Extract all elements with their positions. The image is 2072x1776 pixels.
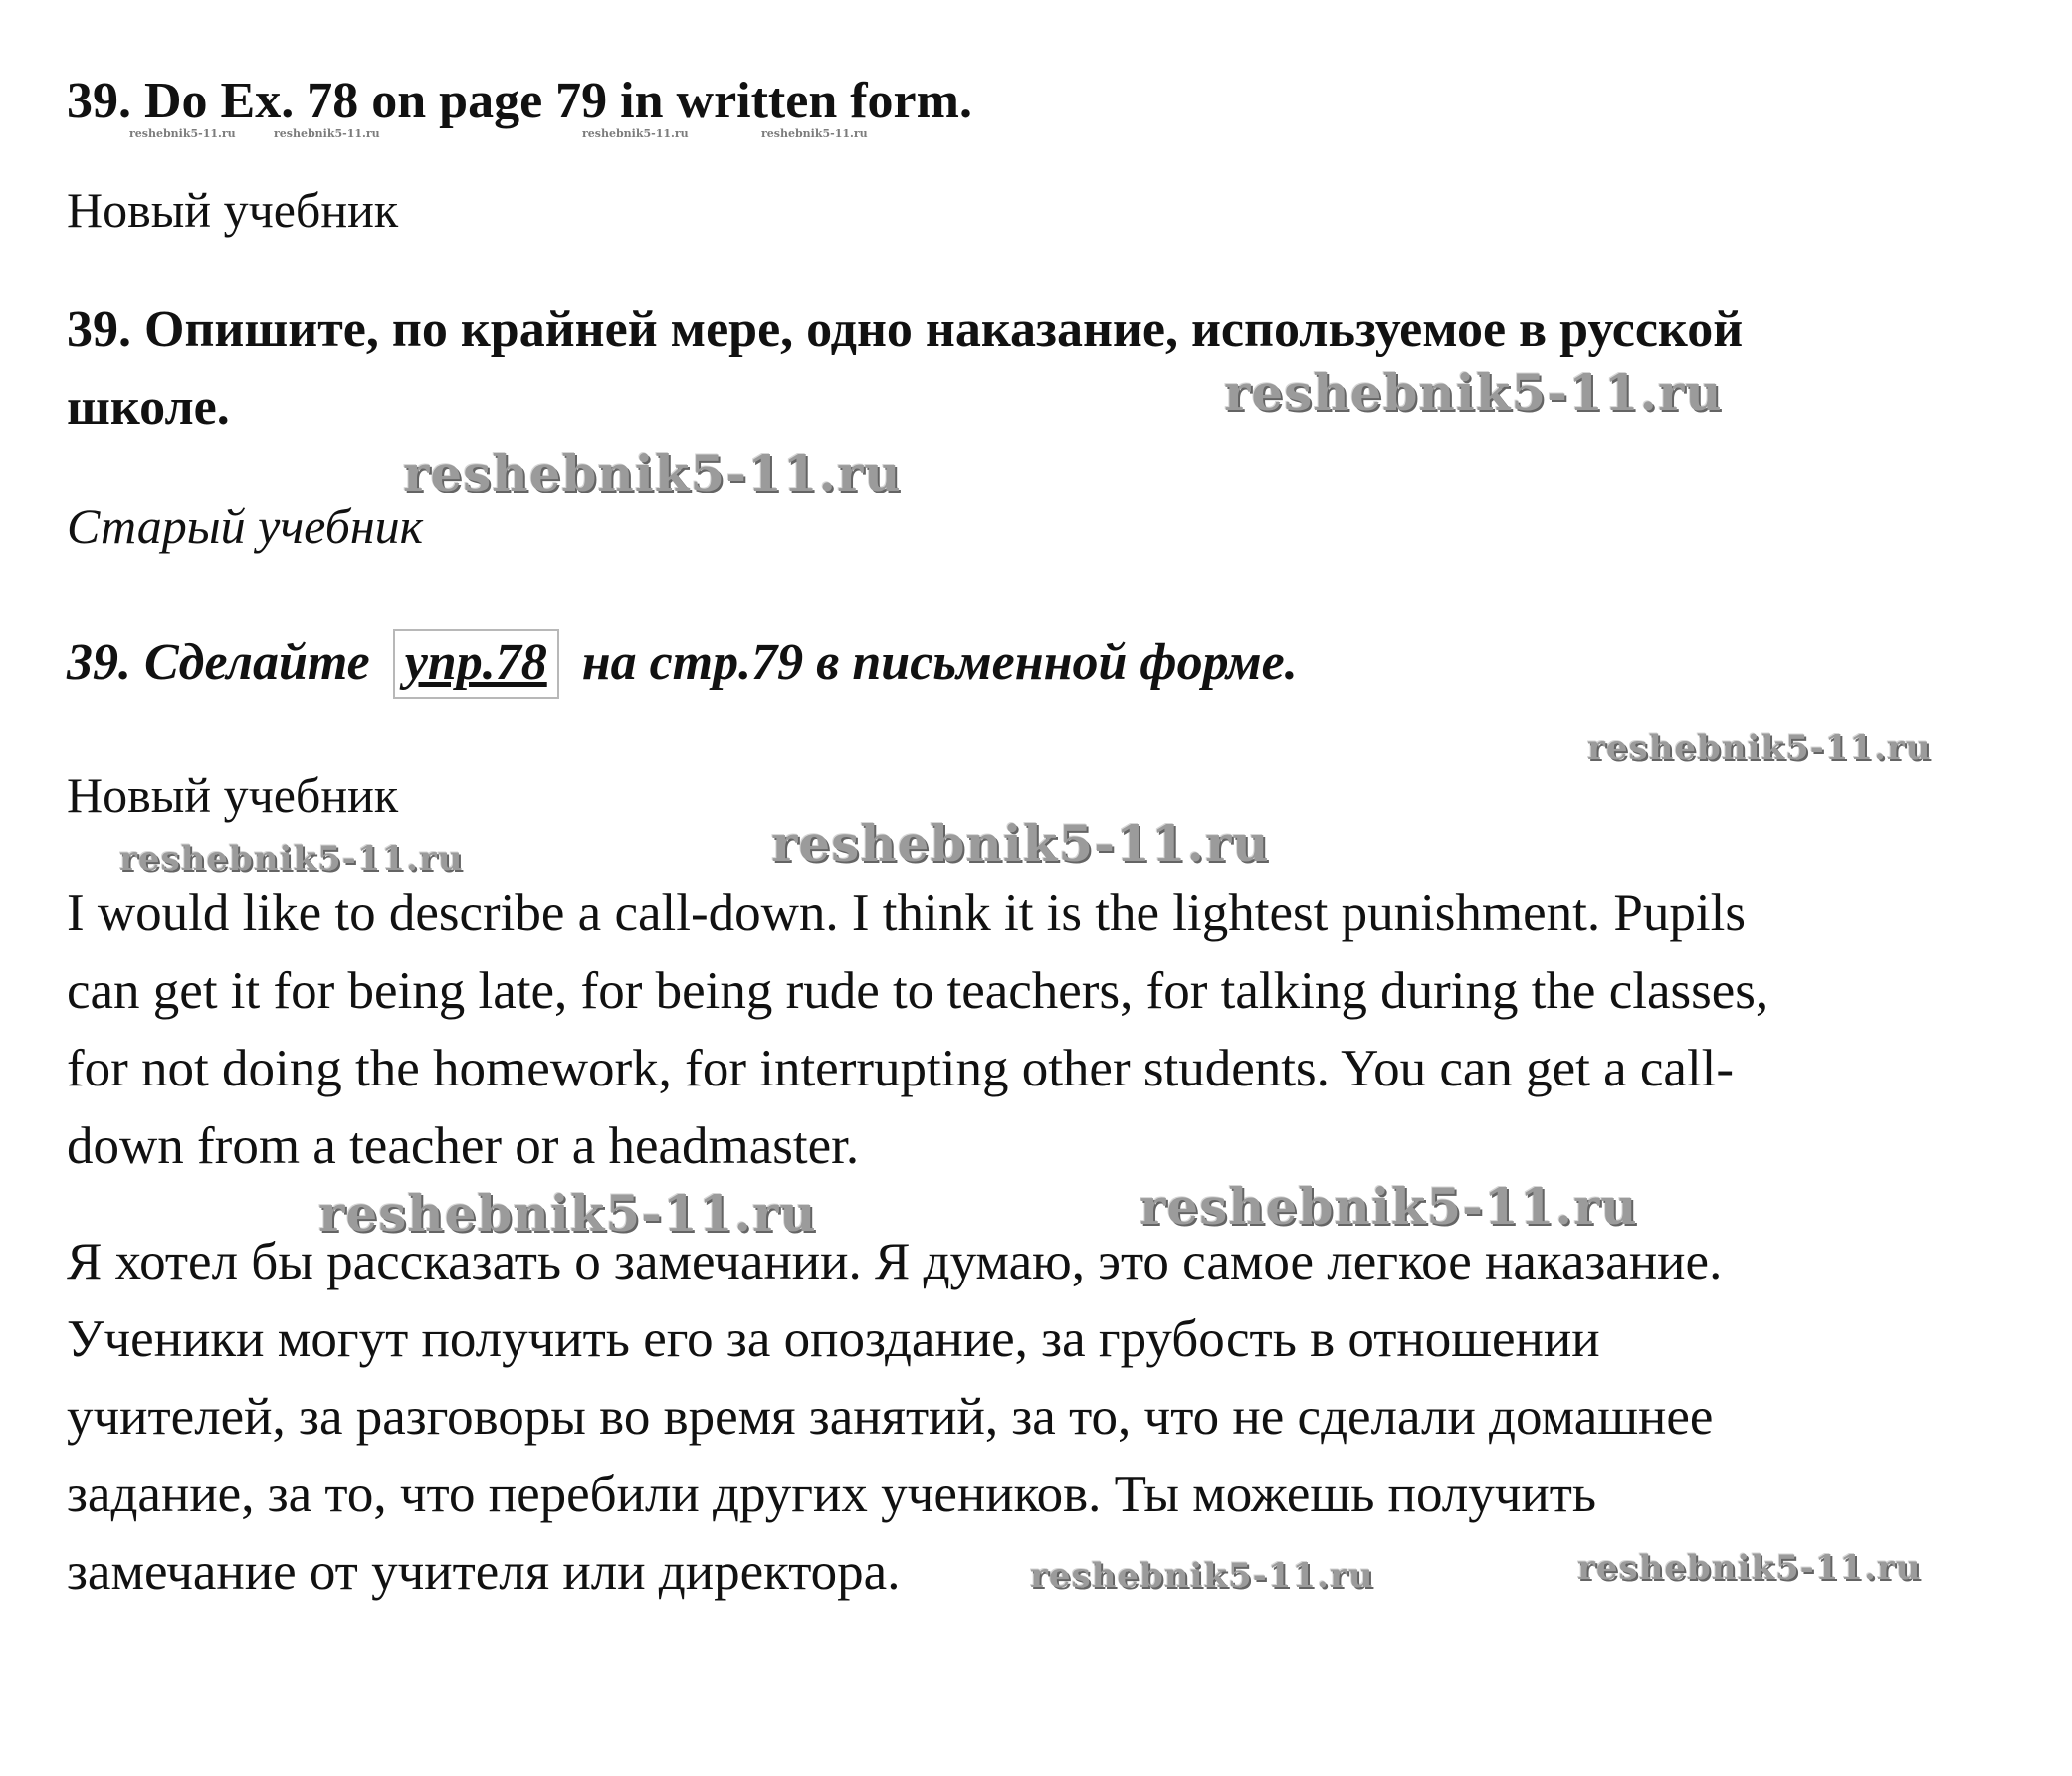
task-heading-ru-line1: 39. Опишите, по крайней мере, одно наказание, используемое в русской	[67, 301, 1744, 358]
watermark-logo: reshebnik5-11.ru	[1140, 1177, 1638, 1236]
watermark-logo: reshebnik5-11.ru	[318, 1184, 817, 1243]
watermark-logo: reshebnik5-11.ru	[403, 444, 902, 502]
exercise-reference-link[interactable]: упр.78	[393, 629, 559, 699]
watermark-logo: reshebnik5-11.ru	[129, 127, 236, 140]
watermark-logo: reshebnik5-11.ru	[274, 127, 380, 140]
new-textbook-label: Новый учебник	[67, 767, 399, 823]
answer-en-line: can get it for being late, for being rude to teachers, for talking during the classes,	[67, 962, 1769, 1020]
task-heading-ru-line2: школе.	[67, 379, 230, 436]
answer-en-line: down from a teacher or a headmaster.	[67, 1117, 860, 1175]
watermark-logo: reshebnik5-11.ru	[582, 127, 689, 140]
old-textbook-label: Старый учебник	[67, 498, 424, 554]
watermark-logo: reshebnik5-11.ru	[1577, 1548, 1922, 1588]
task-text: Do Ex. 78 on page 79 in written form.	[144, 73, 972, 129]
watermark-logo: reshebnik5-11.ru	[1224, 363, 1723, 422]
task-heading-en	[67, 72, 972, 130]
watermark-logo: reshebnik5-11.ru	[1587, 728, 1932, 768]
task-old-before: 39. Сделайте	[67, 634, 370, 691]
answer-en-line: I would like to describe a call-down. I think it is the lightest punishment. Pupils	[67, 885, 1746, 942]
answer-ru-line: задание, за то, что перебили других учеников. Ты можешь получить	[67, 1466, 1597, 1523]
task-heading-old	[67, 629, 1298, 699]
answer-ru-line: Ученики могут получить его за опоздание, за грубость в отношении	[67, 1310, 1600, 1368]
task-old-after: на стр.79 в письменной форме.	[581, 634, 1298, 691]
watermark-logo: reshebnik5-11.ru	[1030, 1556, 1374, 1596]
answer-ru-line: Я хотел бы рассказать о замечании. Я думаю, это самое легкое наказание.	[67, 1233, 1723, 1290]
answer-ru-line: замечание от учителя или директора.	[67, 1543, 901, 1601]
new-textbook-label: Новый учебник	[67, 182, 399, 238]
answer-ru-line: учителей, за разговоры во время занятий, за то, что не сделали домашнее	[67, 1388, 1714, 1446]
watermark-logo: reshebnik5-11.ru	[771, 814, 1270, 873]
watermark-logo: reshebnik5-11.ru	[761, 127, 868, 140]
answer-en-line: for not doing the homework, for interrupting other students. You can get a call-	[67, 1040, 1735, 1097]
task-number: 39.	[67, 73, 131, 129]
watermark-logo: reshebnik5-11.ru	[119, 839, 464, 879]
